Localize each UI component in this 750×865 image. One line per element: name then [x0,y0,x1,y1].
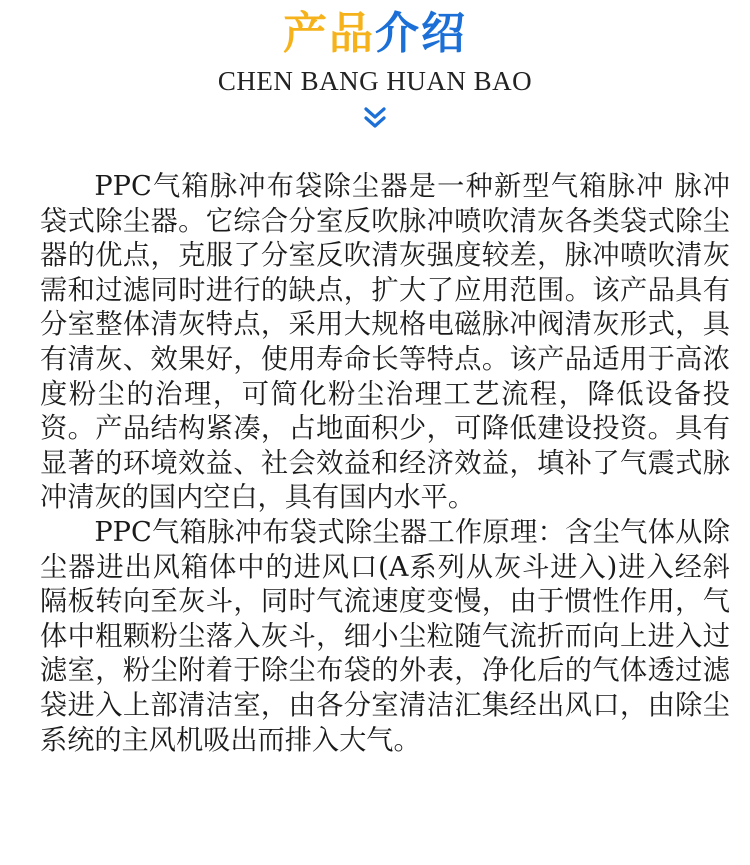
page-subtitle: CHEN BANG HUAN BAO [217,66,533,96]
title-part-2: 介绍 [375,8,467,59]
paragraph-overview: PPC气箱脉冲布袋除尘器是一种新型气箱脉冲 脉冲袋式除尘器。它综合分室反吹脉冲喷吹清灰各类袋式除尘器的优点，克服了分室反吹清灰强度较差，脉冲喷吹清灰需和过滤同时进行的缺点，扩大了应用范围。该产品具有分室整体清灰特点，采用大规格电磁脉冲阀清灰形式，具有清灰、效果好，使用寿命长等特点。该产品适用于高浓度粉尘的治理，可简化粉尘治理工艺流程，降低设备投资。产品结构紧凑，占地面积少，可降低建设投资。具有显著的环境效益、社会效益和经济效益，填补了气震式脉冲清灰的国内空白，具有国内水平。 [40,171,730,514]
section-header [0,0,750,140]
page-title [0,6,750,62]
product-description [40,170,730,758]
title-part-1: 产品 [283,8,375,59]
paragraph-working-principle: PPC气箱脉冲布袋式除尘器工作原理：含尘气体从除尘器进出风箱体中的进风口(A系列从灰斗进入)进入经斜隔板转向至灰斗，同时气流速度变慢，由于惯性作用，气体中粗颗粉尘落入灰斗，细小尘粒随气流折而向上进入过滤室，粉尘附着于除尘布袋的外表，净化后的气体透过滤袋进入上部清洁室，由各分室清洁汇集经出风口，由除尘系统的主风机吸出而排入大气。 [40,516,730,756]
double-chevron-down-icon [361,106,389,130]
